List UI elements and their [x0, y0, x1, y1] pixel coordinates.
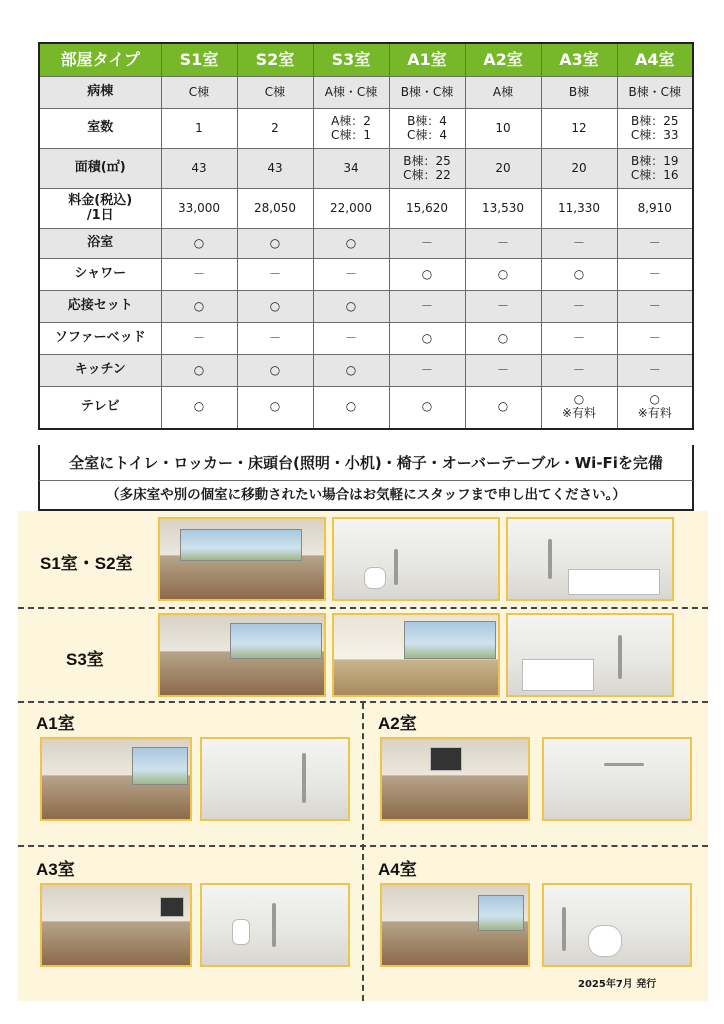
s3-desk-kitchen-photo: [332, 613, 500, 697]
table-cell: 15,620: [389, 189, 465, 229]
table-cell: 2: [237, 109, 313, 149]
table-row: [39, 229, 693, 259]
table-cell: B棟・C棟: [617, 77, 693, 109]
table-cell: A棟・C棟: [313, 77, 389, 109]
table-header-row: [39, 43, 693, 77]
table-cell: ○: [237, 291, 313, 323]
table-cell: －: [617, 229, 693, 259]
a2-title: A2室: [378, 714, 417, 733]
table-cell: ○ ※有料: [541, 387, 617, 429]
row-label: テレビ: [39, 387, 161, 429]
s1-s2-toilet-photo: [332, 517, 500, 601]
table-cell: －: [541, 355, 617, 387]
table-cell: －: [617, 291, 693, 323]
table-row: [39, 259, 693, 291]
table-row: [39, 291, 693, 323]
row-label: 病棟: [39, 77, 161, 109]
a1-title: A1室: [36, 714, 75, 733]
table-cell: ○: [237, 229, 313, 259]
table-cell: －: [465, 291, 541, 323]
table-cell: 33,000: [161, 189, 237, 229]
table-row: [39, 189, 693, 229]
a1-bedroom-photo: [40, 737, 192, 821]
row-label: 室数: [39, 109, 161, 149]
table-cell: －: [237, 323, 313, 355]
table-cell: 11,330: [541, 189, 617, 229]
header-a3: A3室: [541, 43, 617, 77]
room-move-note: （多床室や別の個室に移動されたい場合はお気軽にスタッフまで申し出てください。）: [38, 481, 694, 511]
table-row: [39, 387, 693, 429]
table-cell: ○: [465, 323, 541, 355]
table-cell: 28,050: [237, 189, 313, 229]
a3-bedroom-photo: [40, 883, 192, 967]
table-cell: B棟：19 C棟：16: [617, 149, 693, 189]
table-cell: ○: [465, 387, 541, 429]
section-divider: [18, 607, 708, 609]
table-cell: B棟・C棟: [389, 77, 465, 109]
table-cell: －: [541, 229, 617, 259]
table-cell: －: [465, 229, 541, 259]
header-s1: S1室: [161, 43, 237, 77]
table-cell: 20: [465, 149, 541, 189]
table-cell: －: [465, 355, 541, 387]
table-cell: －: [161, 323, 237, 355]
s3-bathroom-photo: [506, 613, 674, 697]
table-cell: B棟：25 C棟：33: [617, 109, 693, 149]
table-row: [39, 323, 693, 355]
all-rooms-amenities-note: 全室にトイレ・ロッカー・床頭台(照明・小机)・椅子・オーバーテーブル・Wi-Fiを完備: [38, 445, 694, 481]
a3-shower-photo: [200, 883, 350, 967]
table-cell: B棟: [541, 77, 617, 109]
table-cell: －: [389, 355, 465, 387]
table-cell: C棟: [237, 77, 313, 109]
s3-title: S3室: [66, 650, 104, 669]
table-cell: －: [541, 291, 617, 323]
table-cell: －: [161, 259, 237, 291]
a2-bedroom-photo: [380, 737, 530, 821]
a2-shower-photo: [542, 737, 692, 821]
table-cell: ○ ※有料: [617, 387, 693, 429]
room-type-table: [38, 42, 694, 430]
a3-title: A3室: [36, 860, 75, 879]
s1-s2-title: S1室・S2室: [40, 554, 133, 573]
table-cell: －: [313, 259, 389, 291]
table-cell: －: [389, 229, 465, 259]
table-cell: A棟: [465, 77, 541, 109]
table-cell: ○: [389, 387, 465, 429]
row-label: 浴室: [39, 229, 161, 259]
table-cell: －: [541, 323, 617, 355]
header-room-type: 部屋タイプ: [39, 43, 161, 77]
row-label: 面積(㎡): [39, 149, 161, 189]
table-cell: －: [617, 355, 693, 387]
table-row: [39, 355, 693, 387]
row-label: キッチン: [39, 355, 161, 387]
s3-bedroom-photo: [158, 613, 326, 697]
table-cell: 10: [465, 109, 541, 149]
table-cell: 1: [161, 109, 237, 149]
s1-s2-bedroom-photo: [158, 517, 326, 601]
table-cell: ○: [389, 323, 465, 355]
table-cell: 22,000: [313, 189, 389, 229]
room-photo-area: [18, 511, 708, 1001]
a4-toilet-photo: [542, 883, 692, 967]
table-cell: B棟：25 C棟：22: [389, 149, 465, 189]
issue-date: 2025年7月 発行: [578, 979, 657, 990]
row-label: ソファーベッド: [39, 323, 161, 355]
table-cell: ○: [161, 229, 237, 259]
row-label: 応接セット: [39, 291, 161, 323]
table-row: [39, 77, 693, 109]
a4-bedroom-photo: [380, 883, 530, 967]
column-divider: [362, 703, 364, 1001]
table-row: [39, 149, 693, 189]
table-cell: ○: [313, 229, 389, 259]
table-cell: ○: [313, 291, 389, 323]
table-cell: 34: [313, 149, 389, 189]
table-cell: －: [313, 323, 389, 355]
table-cell: ○: [313, 387, 389, 429]
s1-s2-bathroom-photo: [506, 517, 674, 601]
header-s2: S2室: [237, 43, 313, 77]
row-label: シャワー: [39, 259, 161, 291]
table-cell: B棟：4 C棟：4: [389, 109, 465, 149]
section-divider: [18, 845, 708, 847]
header-a4: A4室: [617, 43, 693, 77]
table-cell: 12: [541, 109, 617, 149]
table-cell: ○: [161, 291, 237, 323]
table-cell: ○: [161, 355, 237, 387]
row-label: 料金(税込) /1日: [39, 189, 161, 229]
table-cell: ○: [237, 355, 313, 387]
table-row: [39, 109, 693, 149]
table-cell: －: [237, 259, 313, 291]
table-cell: ○: [161, 387, 237, 429]
table-cell: ○: [541, 259, 617, 291]
table-cell: －: [617, 259, 693, 291]
table-cell: ○: [313, 355, 389, 387]
table-cell: 20: [541, 149, 617, 189]
a4-title: A4室: [378, 860, 417, 879]
table-cell: ○: [389, 259, 465, 291]
a1-shower-photo: [200, 737, 350, 821]
table-cell: －: [389, 291, 465, 323]
table-cell: 8,910: [617, 189, 693, 229]
table-cell: ○: [237, 387, 313, 429]
table-cell: C棟: [161, 77, 237, 109]
table-cell: 43: [161, 149, 237, 189]
header-s3: S3室: [313, 43, 389, 77]
table-cell: 13,530: [465, 189, 541, 229]
table-cell: －: [617, 323, 693, 355]
header-a2: A2室: [465, 43, 541, 77]
table-cell: 43: [237, 149, 313, 189]
header-a1: A1室: [389, 43, 465, 77]
table-cell: A棟：2 C棟：1: [313, 109, 389, 149]
table-cell: ○: [465, 259, 541, 291]
